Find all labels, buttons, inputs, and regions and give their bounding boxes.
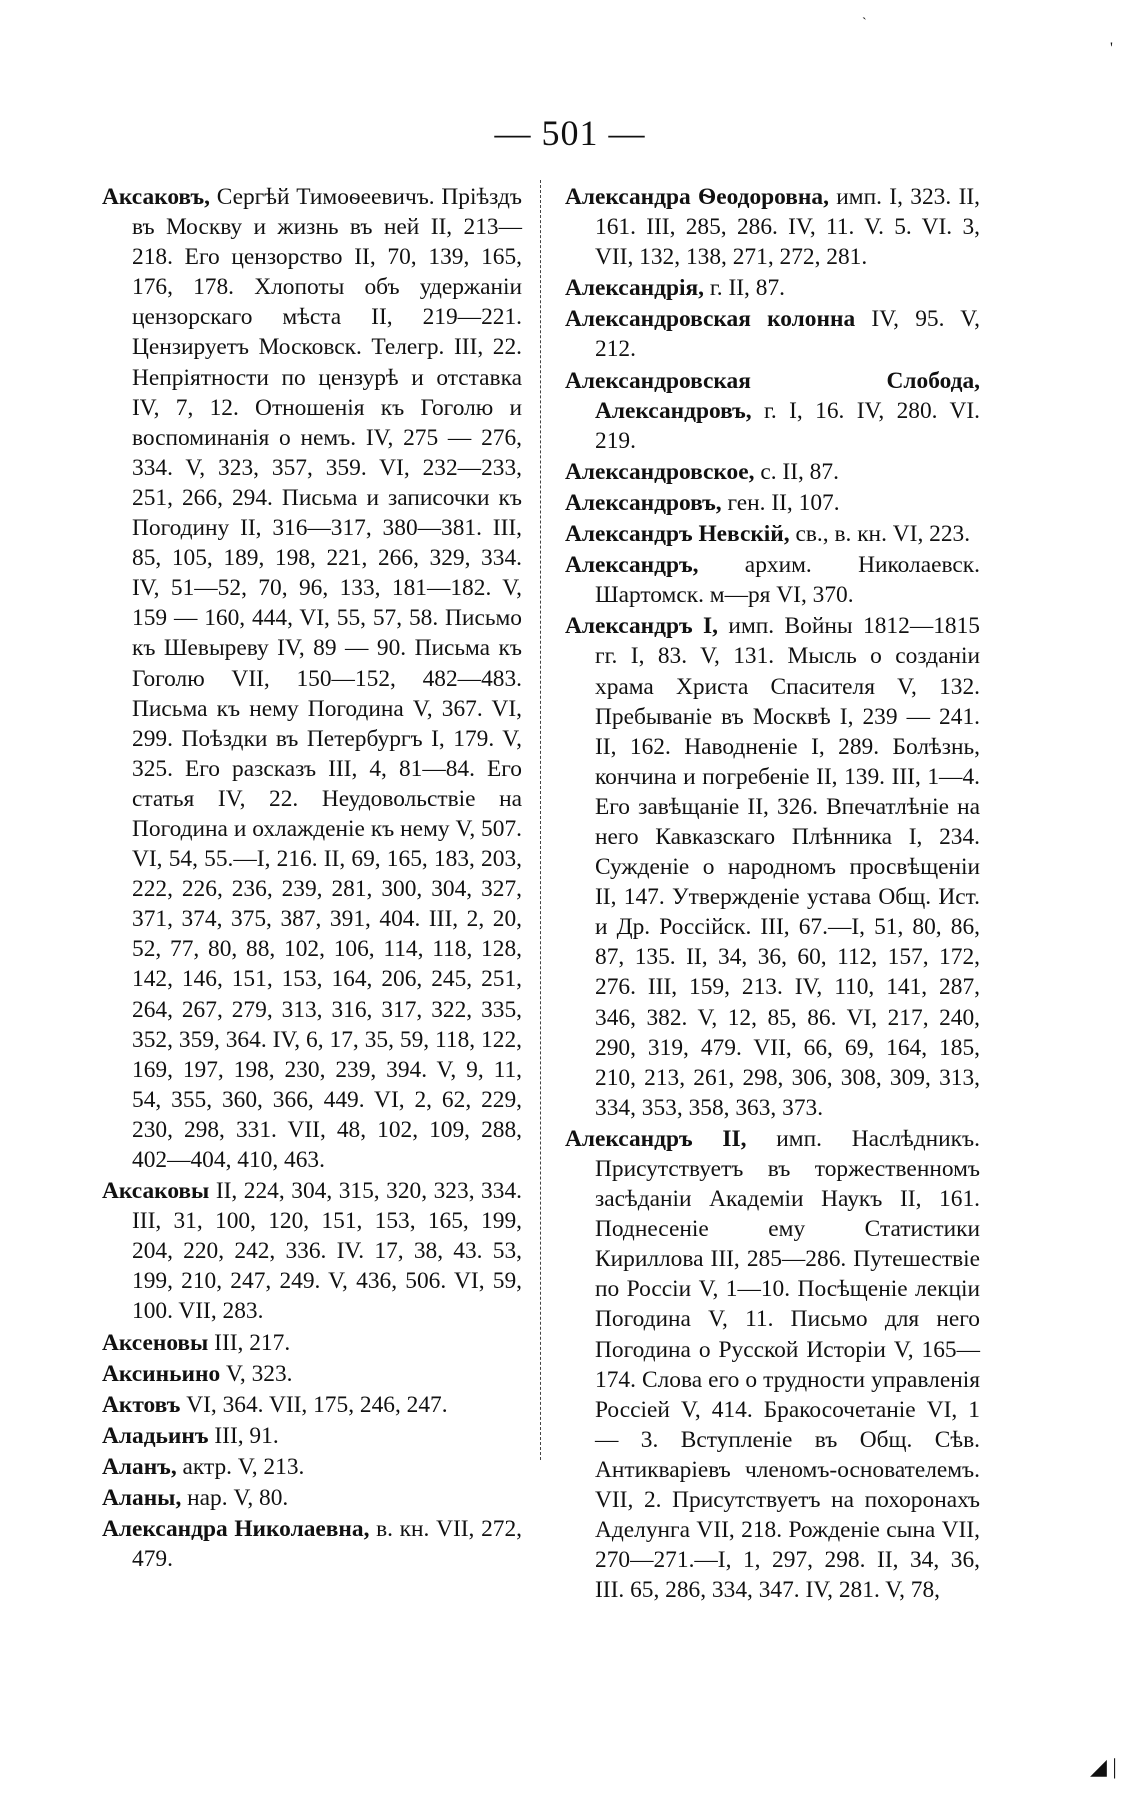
entry-headword: Александра Ѳеодоровна, [565,184,829,210]
entry-references: г. II, 87. [703,275,785,302]
entry-references: имп. I, 323. II, 161. III, 285, 286. IV, 11. V. 5. VI. 3, VII, 132, 138, 271, 272, 281. [595,184,980,271]
entry-headword: Аксаковы [102,1178,210,1205]
index-column-right [565,182,980,1606]
entry-headword: Александровское, [565,458,755,485]
index-entry [565,366,980,456]
entry-headword: Аксеновы [102,1329,209,1356]
entry-references: имп. Войны 1812—1815 гг. I, 83. V, 131. Мысль о созданіи храма Христа Спасителя V, 132. Пребываніе въ Москвѣ I, 239 — 241. II, 162. Наводненіе I, 289. Болѣзнь, кончина и погребеніе II, 139. III, 1—4. Его завѣщаніе II, 326. Впечатлѣніе на него Кавказскаго Плѣнника I, 234. Сужденіе о народномъ просвѣщеніи II, 147. Утвержденіе устава Общ. Ист. и Др. Россійск. III, 67.—I, 51, 80, 86, 87, 135. II, 34, 36, 60, 112, 157, 172, 276. III, 159, 213. IV, 110, 141, 287, 346, 382. V, 12, 85, 86. VI, 217, 240, 290, 319, 479. VII, 66, 69, 164, 185, 210, 213, 261, 298, 306, 308, 309, 313, 334, 353, 358, 363, 373. [595,613,980,1121]
entry-references: архим. Николаевск. Шартомск. м—ря VI, 370. [595,552,980,609]
index-entry [102,1483,522,1513]
entry-headword: Александръ, [565,552,699,579]
entry-references: нар. V, 80. [181,1485,289,1512]
entry-references: VI, 364. VII, 175, 246, 247. [180,1391,448,1418]
index-entry [565,273,980,303]
entry-headword: Александръ Невскій, [565,521,790,548]
entry-references: V, 323. [220,1360,293,1387]
index-entry [565,488,980,518]
entry-headword: Аксаковъ, [102,184,210,210]
entry-references: актр. V, 213. [176,1453,305,1480]
entry-headword: Александръ I, [565,613,718,640]
index-entry [565,550,980,610]
index-entry [565,304,980,364]
index-entry [102,1421,522,1451]
margin-mark-corner: ◢ | [1090,1754,1117,1779]
margin-mark-tick: ` [862,16,867,31]
index-column-left [102,182,522,1575]
index-entry [102,182,522,1175]
entry-headword: Александръ II, [565,1125,747,1152]
entry-headword: Актовъ [102,1391,181,1418]
entry-headword: Александровская колонна [565,306,856,333]
index-entry [102,1514,522,1574]
entry-references: ген. II, 107. [721,489,840,516]
index-entry [102,1359,522,1389]
entry-references: с. II, 87. [754,458,839,485]
page-number: — 501 — [494,113,646,153]
index-entry [565,1124,980,1606]
index-entry [102,1176,522,1326]
index-entry [565,182,980,272]
entry-headword: Аксиньино [102,1360,221,1387]
entry-headword: Александрія, [565,275,704,302]
entry-headword: Александровская Слобода, Александровъ, [565,367,980,424]
entry-headword: Александровъ, [565,489,722,516]
index-entry [102,1452,522,1482]
index-entry [565,611,980,1123]
entry-references: III, 91. [208,1422,279,1449]
entry-references: Сергѣй Тимоѳеевичъ. Пріѣздъ въ Москву и жизнь въ ней II, 213—218. Его цензорство II, 70, 139, 165, 176, 178. Хлопоты объ удержаніи цензорскаго мѣста II, 219—221. Цензируетъ Московск. Телегр. III, 22. Непріятности по цензурѣ и отставка IV, 7, 12. Отношенія къ Гоголю и воспоминанія о немъ. IV, 275 — 276, 334. V, 323, 357, 359. VI, 232—233, 251, 266, 294. Письма и записочки къ Погодину II, 316—317, 380—381. III, 85, 105, 189, 198, 221, 266, 329, 334. IV, 51—52, 70, 96, 133, 181—182. V, 159 — 160, 444, VI, 55, 57, 58. Письмо къ Шевыреву IV, 89 — 90. Письма къ Гоголю VII, 150—152, 482—483. Письма къ нему Погодина V, 367. VI, 299. Поѣздки въ Петербургъ I, 179. V, 325. Его разсказъ III, 4, 81—84. Его статья IV, 22. Неудовольствіе на Погодина и охлажденіе къ нему V, 507. VI, 54, 55.—I, 216. II, 69, 165, 183, 203, 222, 226, 236, 239, 281, 300, 304, 327, 371, 374, 375, 387, 391, 404. III, 2, 20, 52, 77, 80, 88, 102, 106, 114, 118, 128, 142, 146, 151, 153, 164, 206, 245, 251, 264, 267, 279, 313, 316, 317, 322, 335, 352, 359, 364. IV, 6, 17, 35, 59, 118, 122, 169, 197, 198, 230, 239, 394. V, 9, 11, 54, 355, 360, 366, 449. VI, 2, 62, 229, 230, 298, 331. VII, 48, 102, 109, 288, 402—404, 410, 463. [132,184,522,1173]
entry-references: IV, 95. V, 212. [595,306,980,363]
index-entry [565,519,980,549]
entry-headword: Аладьинъ [102,1422,209,1449]
index-entry [102,1390,522,1420]
index-entry [102,1328,522,1358]
entry-headword: Александра Николаевна, [102,1516,370,1543]
entry-headword: Аланъ, [102,1453,177,1480]
entry-references: III, 217. [208,1329,291,1356]
entry-headword: Аланы, [102,1485,182,1512]
entry-references: имп. Наслѣдникъ. Присутствуетъ въ торжественномъ засѣданіи Академіи Наукъ II, 161. Поднесеніе ему Статистики Кириллова III, 285—286. Путешествіе по Россіи V, 1—10. Посѣщеніе лекціи Погодина V, 11. Письмо для него Погодина о Русской Исторіи V, 165—174. Слова его о трудности управленія Россіей V, 414. Бракосочетаніе VI, 1 — 3. Вступленіе въ Общ. Сѣв. Антикваріевъ членомъ-основателемъ. VII, 2. Присутствуетъ на похоронахъ Аделунга VII, 218. Рожденіе сына VII, 270—271.—I, 1, 297, 298. II, 34, 36, III. 65, 286, 334, 347. IV, 281. V, 78, [595,1125,980,1604]
index-entry [565,457,980,487]
entry-references: II, 224, 304, 315, 320, 323, 334. III, 31, 100, 120, 151, 153, 165, 199, 204, 220, 242, 336. IV. 17, 38, 43. 53, 199, 210, 247, 249. V, 436, 506. VI, 59, 100. VII, 283. [132,1178,522,1325]
margin-mark-top-right: ' [1110,40,1113,57]
entry-references: г. I, 16. IV, 280. VI. 219. [595,397,980,454]
column-divider [540,180,541,1460]
entry-references: в. кн. VII, 272, 479. [132,1516,522,1573]
entry-references: св., в. кн. VI, 223. [789,521,971,548]
